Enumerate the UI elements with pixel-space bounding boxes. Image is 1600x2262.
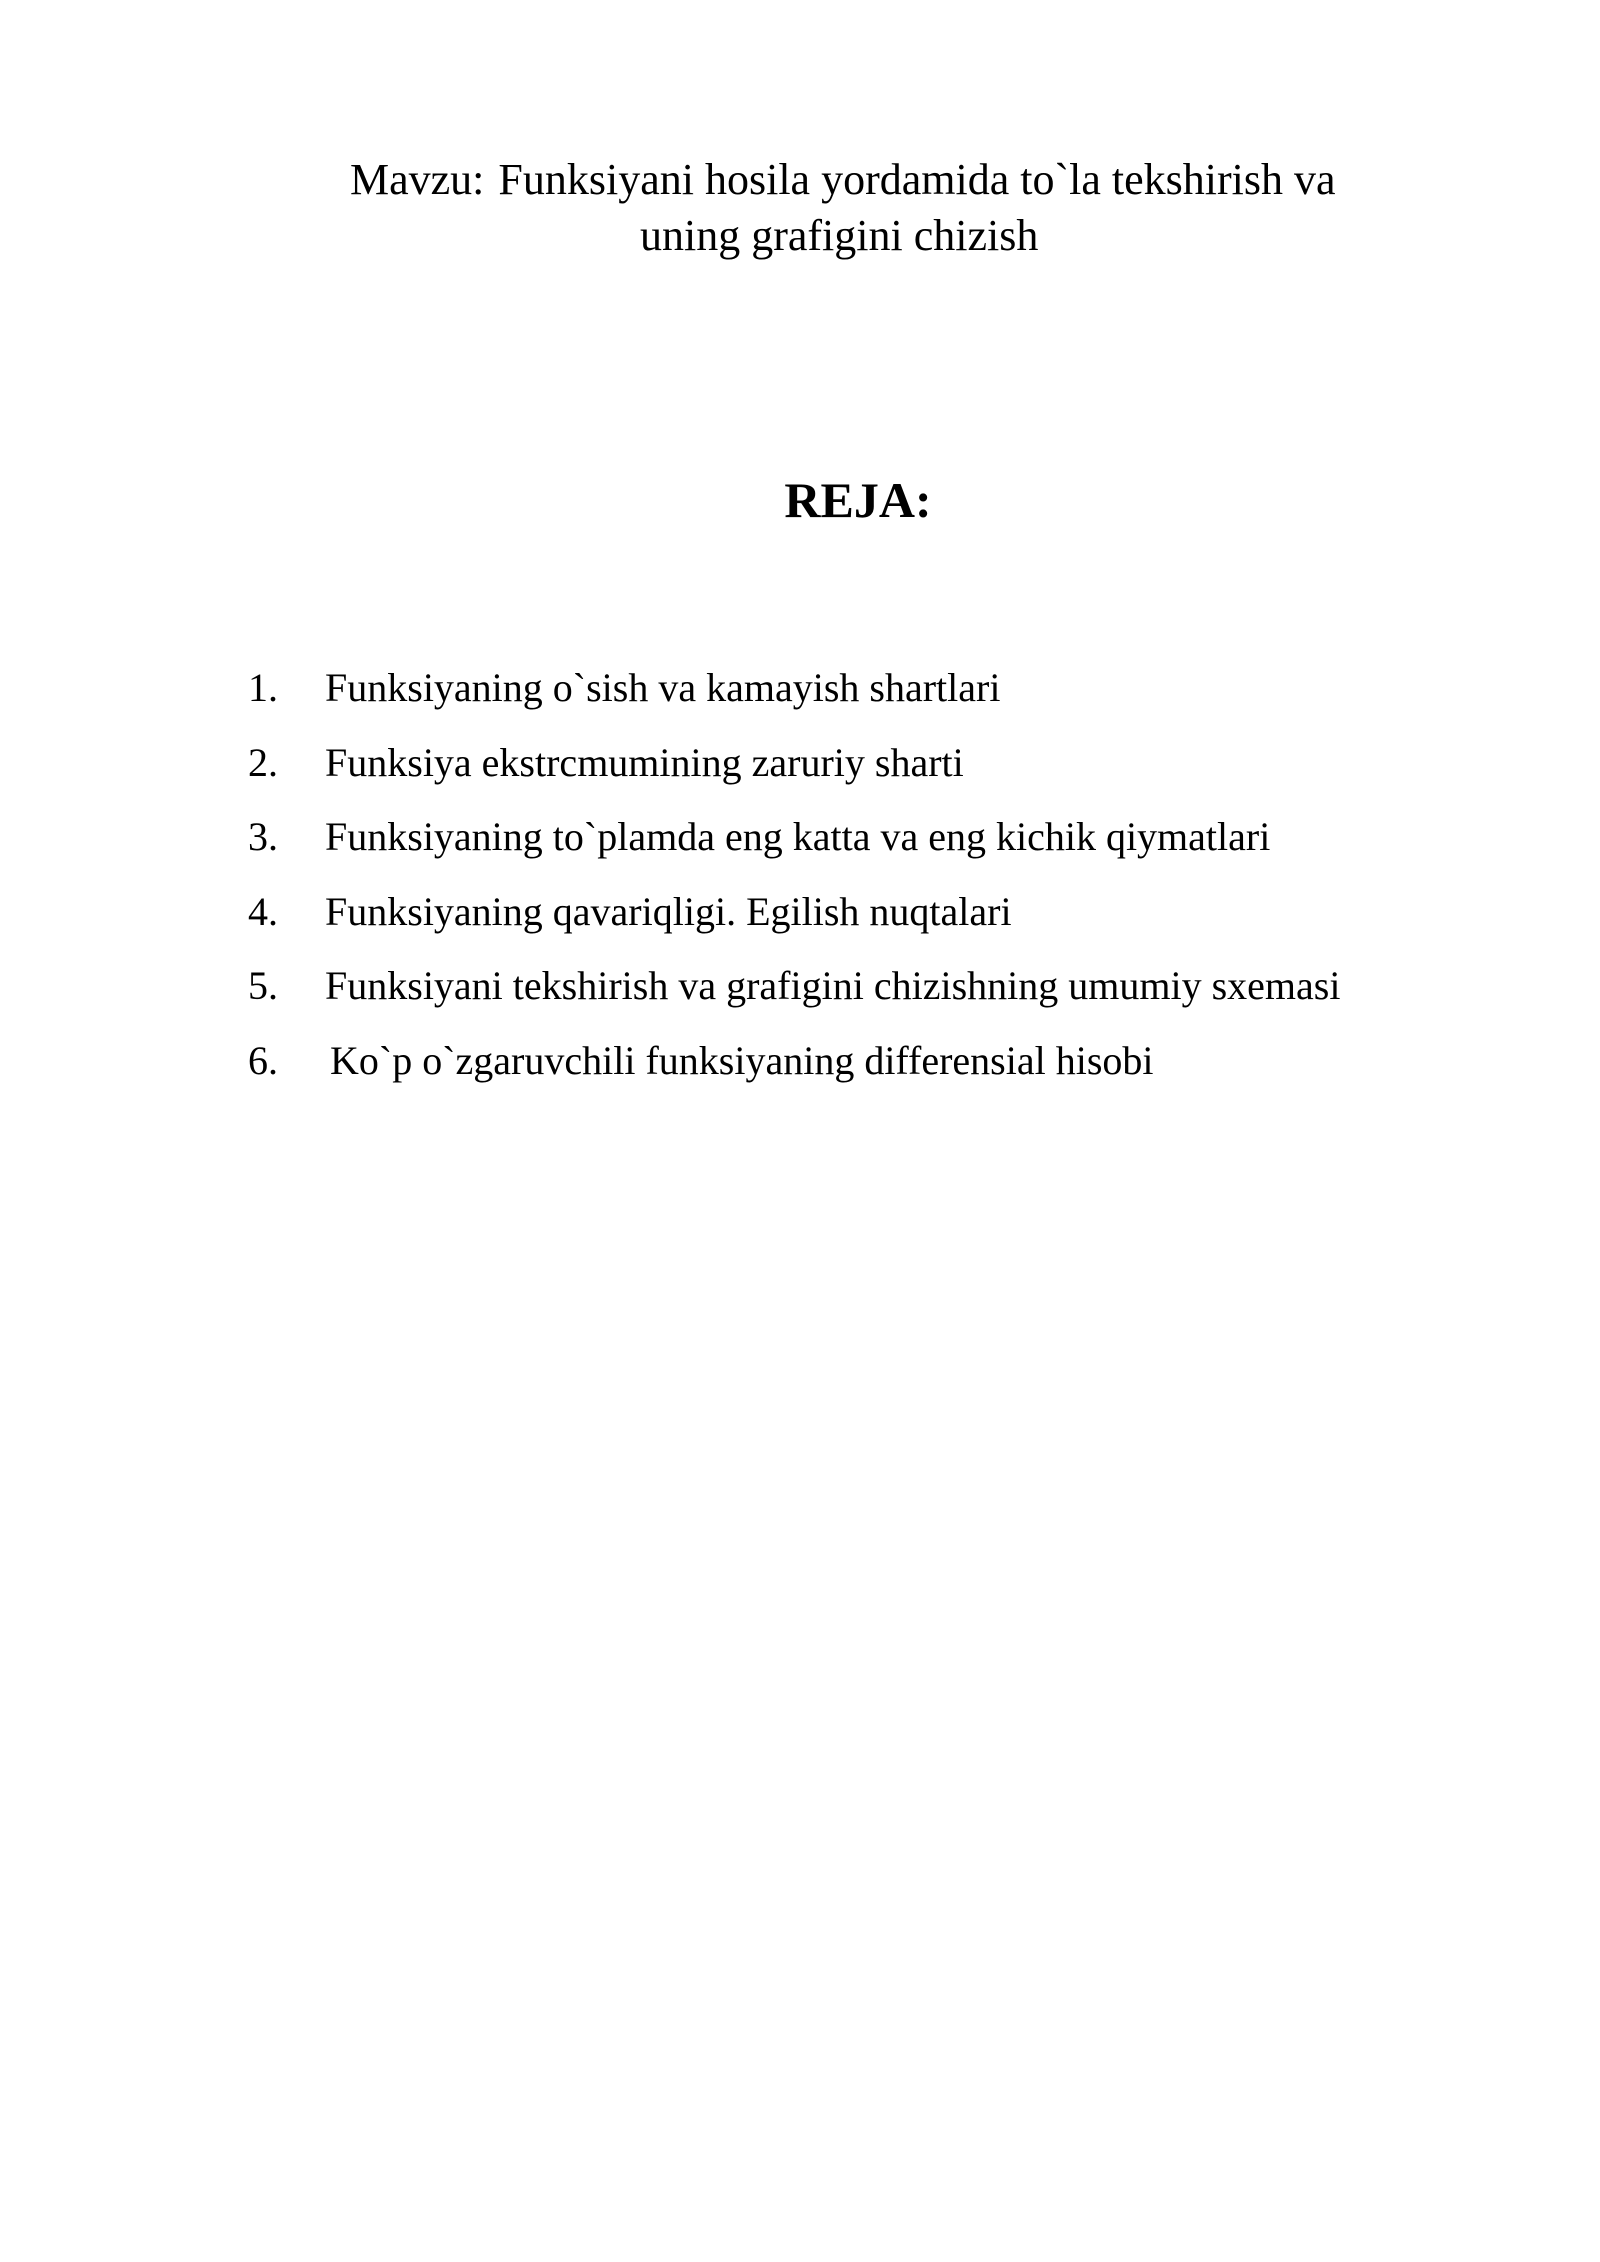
plan-item-text: Ko`p o`zgaruvchili funksiyaning differensial hisobi [330,1037,1154,1083]
plan-item-number: 2. [248,739,278,785]
plan-item-text: Funksiyaning o`sish va kamayish shartlari [325,665,1001,710]
plan-item-text: Funksiyaning qavariqligi. Egilish nuqtalari [325,888,1012,934]
plan-item-number: 5. [248,963,278,1008]
plan-item-number: 4. [248,888,278,934]
page-title-line-1 [350,152,1336,208]
title-text-line-2: uning grafigini chizish [640,211,1039,260]
plan-item-text: Funksiyani tekshirish va grafigini chizishning umumiy sxemasi [325,963,1341,1008]
plan-item-text: Funksiya ekstrcmumining zaruriy sharti [325,739,964,785]
plan-item-number: 6. [248,1037,278,1083]
title-prefix: Mavzu: [350,155,485,204]
plan-heading: REJA: [784,472,932,528]
plan-item-text: Funksiyaning to`plamda eng katta va eng kichik qiymatlari [325,814,1271,859]
plan-item-number: 1. [248,665,278,710]
title-text-line-1: Funksiyani hosila yordamida to`la tekshirish va [498,155,1336,204]
plan-item-number: 3. [248,814,278,859]
